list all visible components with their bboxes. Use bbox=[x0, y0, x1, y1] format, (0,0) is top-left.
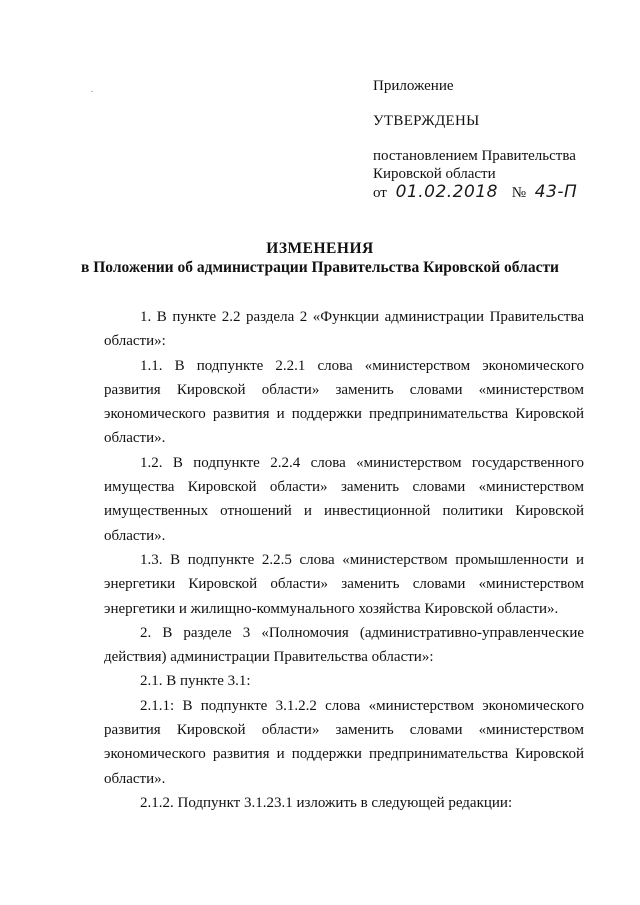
document-body bbox=[104, 305, 584, 815]
paragraph-1: 1. В пункте 2.2 раздела 2 «Функции администрации Правительства области»: bbox=[104, 309, 584, 350]
approval-header bbox=[373, 77, 613, 202]
resolution-line-1: постановлением Правительства bbox=[373, 148, 576, 164]
document-subtitle: в Положении об администрации Правительства Кировской области bbox=[81, 259, 559, 276]
paragraph-2-1-1: 2.1.1: В подпункте 3.1.2.2 слова «министерством экономического развития Кировской области» заменить словами «министерством экономического развития и поддержки предпринимательства Кировской области». bbox=[104, 697, 584, 787]
appendix-label: Приложение bbox=[373, 78, 454, 94]
approved-label: УТВЕРЖДЕНЫ bbox=[373, 113, 480, 129]
resolution-number-line bbox=[373, 183, 613, 202]
paragraph-1-1: 1.1. В подпункте 2.2.1 слова «министерством экономического развития Кировской области» заменить словами «министерством экономического развития и поддержки предпринимательства Кировской области». bbox=[104, 357, 584, 447]
resolution-line-2: Кировской области bbox=[373, 166, 496, 182]
scan-speck bbox=[91, 91, 93, 92]
resolution-number: 43-П bbox=[534, 182, 578, 202]
paragraph-2: 2. В разделе 3 «Полномочия (административно-управленческие действия) администрации Правительства области»: bbox=[104, 624, 584, 666]
paragraph-2-1-2: 2.1.2. Подпункт 3.1.23.1 изложить в следующей редакции: bbox=[140, 794, 513, 811]
number-sign: № bbox=[511, 185, 527, 201]
paragraph-1-3: 1.3. В подпункте 2.2.5 слова «министерством промышленности и энергетики Кировской области» заменить словами «министерством энергетики и жилищно-коммунального хозяйства Кировской области». bbox=[104, 551, 584, 617]
document-title: ИЗМЕНЕНИЯ bbox=[266, 240, 374, 257]
paragraph-1-2: 1.2. В подпункте 2.2.4 слова «министерством государственного имущества Кировской области» заменить словами «министерством имущественных отношений и инвестиционной политики Кировской области». bbox=[104, 454, 584, 544]
from-label: от bbox=[373, 185, 387, 201]
paragraph-2-1: 2.1. В пункте 3.1: bbox=[140, 673, 251, 690]
resolution-date: 01.02.2018 bbox=[395, 182, 498, 202]
